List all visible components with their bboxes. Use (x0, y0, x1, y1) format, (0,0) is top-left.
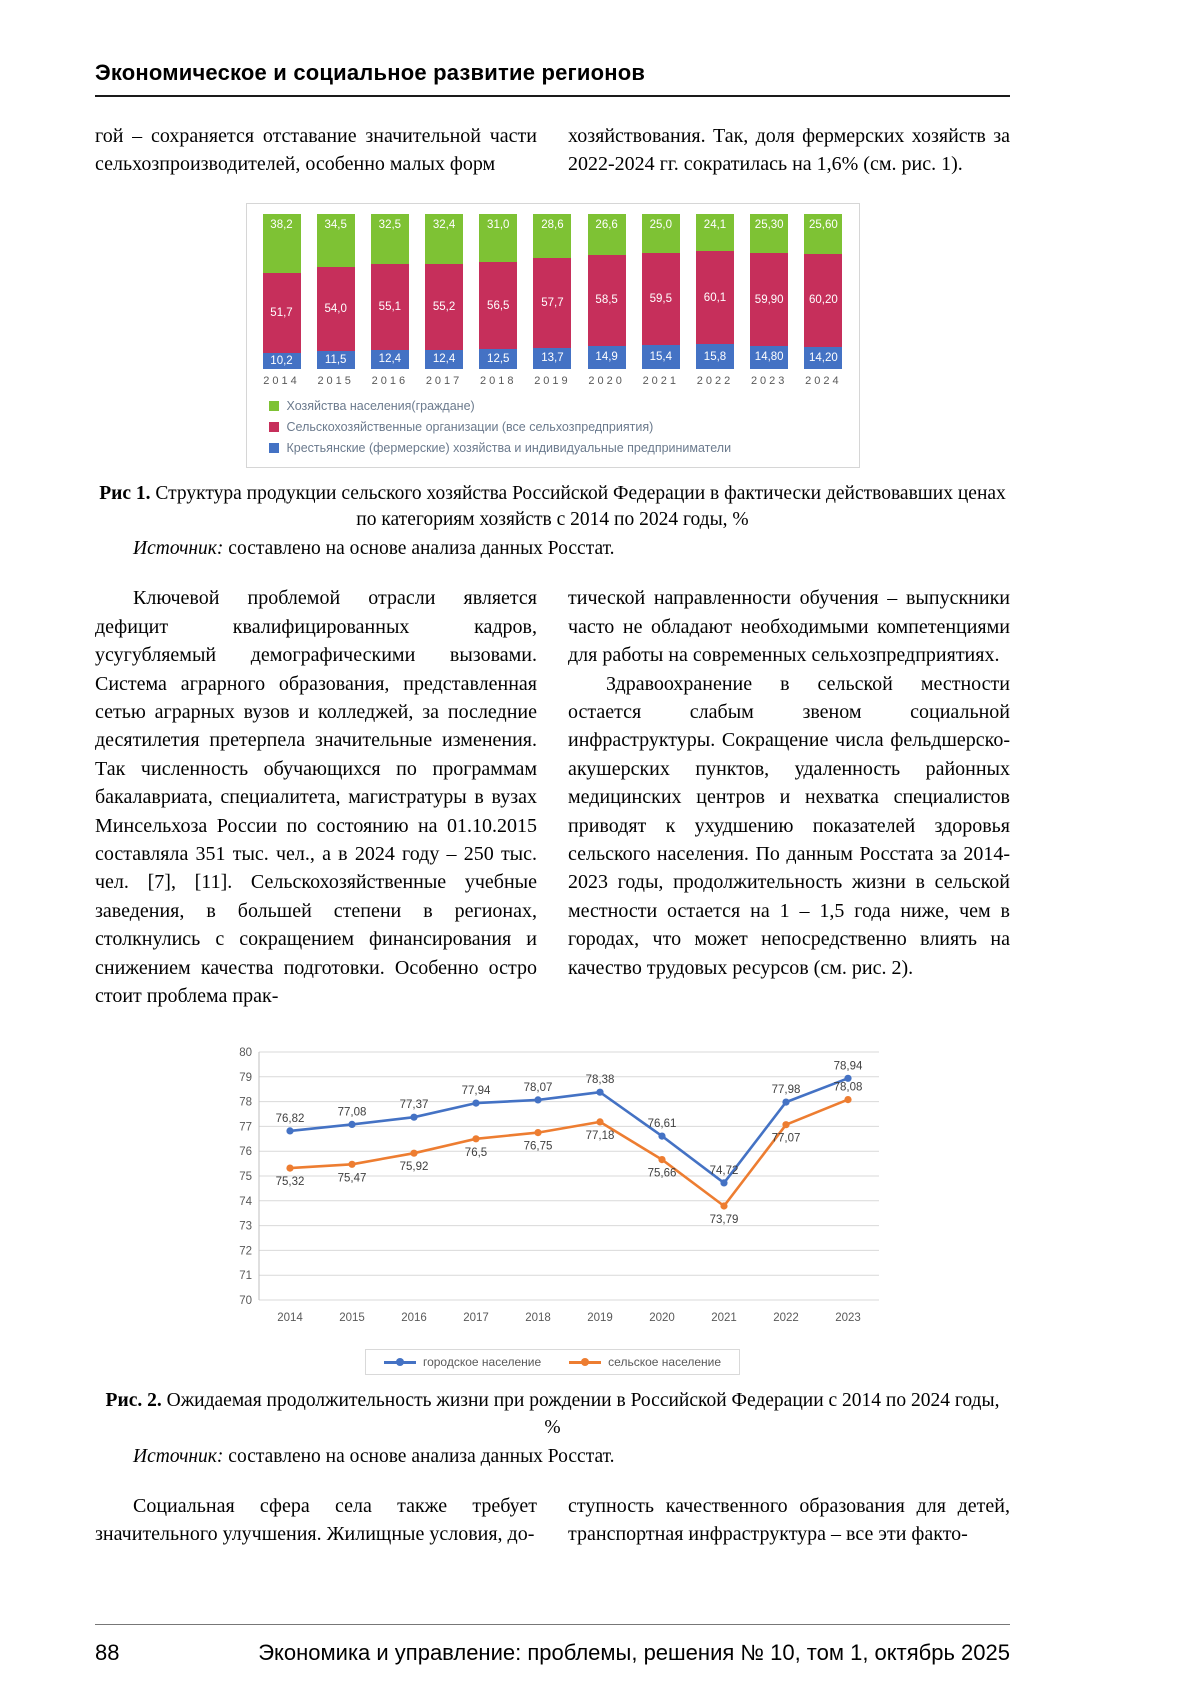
closing-left-paragraph: Социальная сфера села также требует значительного улучшения. Жилищные условия, до- (95, 1494, 537, 1546)
stacked-bar-chart (246, 203, 860, 468)
svg-text:74: 74 (238, 1196, 252, 1209)
bar-value-label: 55,2 (432, 300, 456, 313)
bar-stack (750, 214, 788, 369)
bar-value-label: 34,5 (324, 218, 347, 231)
legend-swatch (269, 401, 279, 411)
bar-value-label: 31,0 (487, 218, 510, 231)
bar-segment (317, 214, 355, 268)
body-right-column (568, 584, 1010, 1010)
svg-text:72: 72 (238, 1245, 252, 1258)
intro-right-column (568, 122, 1010, 179)
bar-year-label: 2023 (750, 374, 788, 387)
bar-segment (425, 264, 463, 350)
svg-text:78,94: 78,94 (833, 1060, 862, 1073)
svg-text:2021: 2021 (710, 1312, 737, 1325)
bar-chart-plot-area (259, 214, 847, 387)
intro-section (95, 122, 1010, 179)
bar-stack (804, 214, 842, 369)
bar-segment (696, 214, 734, 251)
intro-left-paragraph: гой – сохраняется отставание значительной части сельхозпроизводителей, особенно малых форм (95, 125, 537, 176)
legend-item (269, 441, 847, 455)
fig2-caption-label: Рис. 2. (105, 1390, 162, 1412)
bar-column (750, 214, 788, 387)
bar-segment (804, 254, 842, 347)
legend-line-marker (569, 1361, 601, 1364)
bar-segment (479, 214, 517, 262)
bar-value-label: 28,6 (541, 218, 564, 231)
bar-stack (642, 214, 680, 369)
figure-1 (95, 203, 1010, 561)
bar-segment (588, 255, 626, 346)
svg-text:2016: 2016 (400, 1312, 427, 1325)
bar-segment (317, 351, 355, 369)
bar-segment (750, 253, 788, 346)
bar-segment (263, 353, 301, 369)
line-chart-legend (365, 1349, 740, 1375)
closing-left-column (95, 1492, 537, 1549)
bar-stack (533, 214, 571, 369)
svg-text:74,72: 74,72 (709, 1165, 738, 1178)
page-header (95, 60, 1010, 97)
bar-segment (750, 214, 788, 253)
svg-text:2017: 2017 (462, 1312, 489, 1325)
bar-column (317, 214, 355, 387)
legend-label: Сельскохозяйственные организации (все сельхозпредприятия) (286, 419, 654, 434)
bar-value-label: 12,4 (378, 353, 402, 366)
fig2-source-text: составлено на основе анализа данных Росстат. (228, 1445, 615, 1467)
bar-value-label: 25,60 (808, 218, 838, 231)
bar-year-label: 2017 (425, 374, 463, 387)
bar-value-label: 13,7 (541, 352, 564, 365)
bar-column (479, 214, 517, 387)
svg-text:76,75: 76,75 (523, 1140, 552, 1153)
bar-segment (642, 214, 680, 253)
legend-line-marker (384, 1361, 416, 1364)
fig2-caption-text: Ожидаемая продолжительность жизни при рождении в Российской Федерации с 2014 по 2024 годы, % (166, 1390, 1000, 1438)
bar-segment (533, 214, 571, 258)
intro-right-paragraph: хозяйствования. Так, доля фермерских хозяйств за 2022-2024 гг. сократилась на 1,6% (см. рис. 1). (568, 125, 1010, 176)
svg-text:75,66: 75,66 (647, 1167, 676, 1180)
fig2-source-label: Источник: (133, 1445, 224, 1467)
bar-stack (425, 214, 463, 369)
legend-label: сельское население (608, 1355, 722, 1370)
svg-text:78,08: 78,08 (833, 1081, 862, 1094)
legend-swatch (269, 422, 279, 432)
svg-text:77,37: 77,37 (399, 1099, 428, 1112)
svg-text:76,5: 76,5 (464, 1147, 487, 1160)
bar-value-label: 32,4 (432, 218, 456, 231)
line-chart (213, 1038, 893, 1345)
fig2-caption (95, 1388, 1010, 1441)
svg-text:73,79: 73,79 (709, 1214, 738, 1227)
fig1-caption (95, 481, 1010, 534)
page-header-title: Экономическое и социальное развитие регионов (95, 60, 646, 85)
bar-segment (425, 350, 463, 369)
svg-text:77,08: 77,08 (337, 1106, 366, 1119)
svg-text:78,07: 78,07 (523, 1082, 552, 1095)
svg-text:76: 76 (238, 1146, 252, 1159)
bar-year-label: 2024 (805, 374, 842, 387)
bar-chart-legend (259, 399, 847, 455)
svg-text:76,82: 76,82 (275, 1113, 304, 1126)
bar-value-label: 59,90 (754, 293, 784, 306)
bar-year-label: 2022 (696, 374, 734, 387)
legend-label: Крестьянские (фермерские) хозяйства и индивидуальные предприниматели (286, 440, 732, 455)
bar-value-label: 26,6 (595, 218, 618, 231)
svg-text:2018: 2018 (524, 1312, 551, 1325)
svg-text:75: 75 (238, 1171, 252, 1184)
bar-stack (317, 214, 355, 369)
svg-text:70: 70 (238, 1295, 252, 1308)
legend-label: городское население (422, 1355, 542, 1370)
svg-text:77,94: 77,94 (461, 1085, 490, 1098)
bar-year-label: 2014 (263, 374, 300, 387)
bar-value-label: 25,30 (754, 218, 784, 231)
bar-column (588, 214, 626, 387)
bar-segment (263, 214, 301, 273)
bar-year-label: 2015 (317, 374, 354, 387)
bar-value-label: 57,7 (541, 296, 564, 309)
fig1-caption-text: Структура продукции сельского хозяйства Российской Федерации в фактически действовавших ценах по категориям хозяйств с 2014 по 2024 годы, % (155, 482, 1006, 531)
bar-year-label: 2020 (588, 374, 625, 387)
svg-text:2014: 2014 (276, 1312, 303, 1325)
page-number: 88 (95, 1640, 120, 1665)
bar-column (533, 214, 571, 387)
bar-segment (588, 214, 626, 255)
svg-text:71: 71 (238, 1270, 252, 1283)
bar-value-label: 60,1 (703, 291, 727, 304)
bar-value-label: 12,4 (432, 353, 456, 366)
bar-value-label: 38,2 (270, 218, 293, 231)
page-footer (95, 1624, 1010, 1666)
line-legend-item (569, 1355, 721, 1369)
bar-value-label: 58,5 (595, 294, 618, 307)
bar-column (696, 214, 734, 387)
header-rule (95, 95, 1010, 97)
bar-value-label: 32,5 (378, 218, 402, 231)
svg-text:2015: 2015 (338, 1312, 365, 1325)
bar-value-label: 59,5 (649, 292, 672, 305)
bar-year-label: 2018 (480, 374, 517, 387)
bar-column (371, 214, 409, 387)
bar-value-label: 14,20 (808, 351, 838, 364)
bar-segment (642, 253, 680, 345)
legend-label: Хозяйства населения(граждане) (286, 398, 475, 413)
bar-segment (804, 347, 842, 369)
bar-stack (263, 214, 301, 369)
bar-stack (371, 214, 409, 369)
svg-text:2020: 2020 (648, 1312, 675, 1325)
svg-text:76,61: 76,61 (647, 1118, 676, 1131)
closing-section (95, 1492, 1010, 1549)
figure-2 (95, 1038, 1010, 1468)
closing-right-column (568, 1492, 1010, 1549)
fig1-source-label: Источник: (133, 538, 224, 560)
line-chart-svg (213, 1038, 893, 1340)
journal-title: Экономика и управление: проблемы, решения № 10, том 1, октябрь 2025 (258, 1640, 1010, 1665)
intro-left-column (95, 122, 537, 179)
svg-text:77: 77 (238, 1121, 252, 1134)
bar-column (642, 214, 680, 387)
bar-year-label: 2019 (534, 374, 571, 387)
bar-value-label: 56,5 (487, 299, 510, 312)
svg-text:80: 80 (238, 1047, 252, 1060)
svg-text:77,07: 77,07 (771, 1133, 800, 1146)
legend-item (269, 399, 847, 413)
bar-segment (533, 348, 571, 369)
bar-stack (479, 214, 517, 369)
bar-value-label: 14,9 (595, 351, 618, 364)
bar-segment (479, 262, 517, 350)
bar-segment (371, 214, 409, 264)
bar-value-label: 15,8 (703, 350, 727, 363)
bar-year-label: 2016 (371, 374, 409, 387)
bar-segment (750, 346, 788, 369)
bar-value-label: 60,20 (808, 294, 838, 307)
legend-item (269, 420, 847, 434)
svg-text:78: 78 (238, 1096, 252, 1109)
body-section (95, 584, 1010, 1010)
bar-segment (371, 350, 409, 369)
bar-column (804, 214, 842, 387)
bar-segment (317, 267, 355, 351)
fig1-source (95, 538, 1010, 560)
closing-right-paragraph: ступность качественного образования для детей, транспортная инфраструктура – все эти факто- (568, 1494, 1010, 1546)
bar-value-label: 54,0 (324, 303, 347, 316)
bar-column (425, 214, 463, 387)
bar-value-label: 14,80 (754, 351, 784, 364)
svg-text:73: 73 (238, 1220, 252, 1233)
bar-value-label: 15,4 (649, 350, 672, 363)
svg-text:78,38: 78,38 (585, 1074, 614, 1087)
bar-segment (804, 214, 842, 254)
bar-segment (533, 258, 571, 347)
body-left-column (95, 584, 537, 1010)
svg-text:75,92: 75,92 (399, 1161, 428, 1174)
fig1-caption-label: Рис 1. (99, 482, 151, 504)
bar-stack (696, 214, 734, 369)
line-legend-item (384, 1355, 541, 1369)
bar-segment (588, 346, 626, 369)
fig2-source (95, 1446, 1010, 1468)
svg-text:77,98: 77,98 (771, 1084, 800, 1097)
body-right-paragraph-2: Здравоохранение в сельской местности остается слабым звеном социальной инфраструктуры. Сокращение числа фельдшерско-акушерских пунктов, удаленность районных медицинских центров и нехватка специалистов приводят к ухудшению показателей здоровья сельского населения. По данным Росстата за 2014-2023 годы, продолжительность жизни в сельской местности остается на 1 – 1,5 года ниже, чем в городах, что может непосредственно влиять на качество трудовых ресурсов (см. рис. 2). (568, 672, 1010, 979)
fig1-source-text: составлено на основе анализа данных Росстат. (228, 538, 615, 560)
bar-segment (425, 214, 463, 264)
bar-segment (371, 264, 409, 349)
bar-segment (642, 345, 680, 369)
bar-value-label: 12,5 (487, 353, 510, 366)
legend-swatch (269, 443, 279, 453)
svg-text:75,32: 75,32 (275, 1176, 304, 1189)
bar-value-label: 55,1 (378, 300, 402, 313)
bar-value-label: 25,0 (649, 218, 672, 231)
bar-segment (696, 344, 734, 369)
bar-value-label: 24,1 (703, 218, 727, 231)
bar-segment (479, 349, 517, 368)
body-right-paragraph-1: тической направленности обучения – выпускники часто не обладают необходимыми компетенциями для работы на современных сельхозпредприятиях. (568, 587, 1010, 667)
bar-value-label: 51,7 (270, 307, 293, 320)
svg-text:77,18: 77,18 (585, 1130, 614, 1143)
svg-text:75,47: 75,47 (337, 1172, 366, 1185)
bar-column (263, 214, 301, 387)
svg-text:2023: 2023 (834, 1312, 861, 1325)
bar-segment (263, 273, 301, 353)
bar-stack (588, 214, 626, 369)
svg-text:2019: 2019 (586, 1312, 613, 1325)
bar-value-label: 10,2 (270, 354, 293, 367)
svg-text:79: 79 (238, 1072, 252, 1085)
bar-segment (696, 251, 734, 344)
body-left-paragraph: Ключевой проблемой отрасли является дефицит квалифицированных кадров, усугубляемый демографическими вызовами. Система аграрного образования, представленная сетью аграрных вузов и колледжей, за последние десятилетия претерпела значительные изменения. Так численность обучающихся по программам бакалавриата, специалитета, магистратуры в вузах Минсельхоза России по состоянию на 01.10.2015 составляла 351 тыс. чел., а в 2024 году – 250 тыс. чел. [7], [11]. Сельскохозяйственные учебные заведения, в большей степени в регионах, столкнулись с сокращением финансирования и снижением качества подготовки. Особенно остро стоит проблема прак- (95, 587, 537, 1007)
bar-year-label: 2021 (642, 374, 680, 387)
bar-value-label: 11,5 (324, 353, 347, 366)
svg-text:2022: 2022 (772, 1312, 799, 1325)
